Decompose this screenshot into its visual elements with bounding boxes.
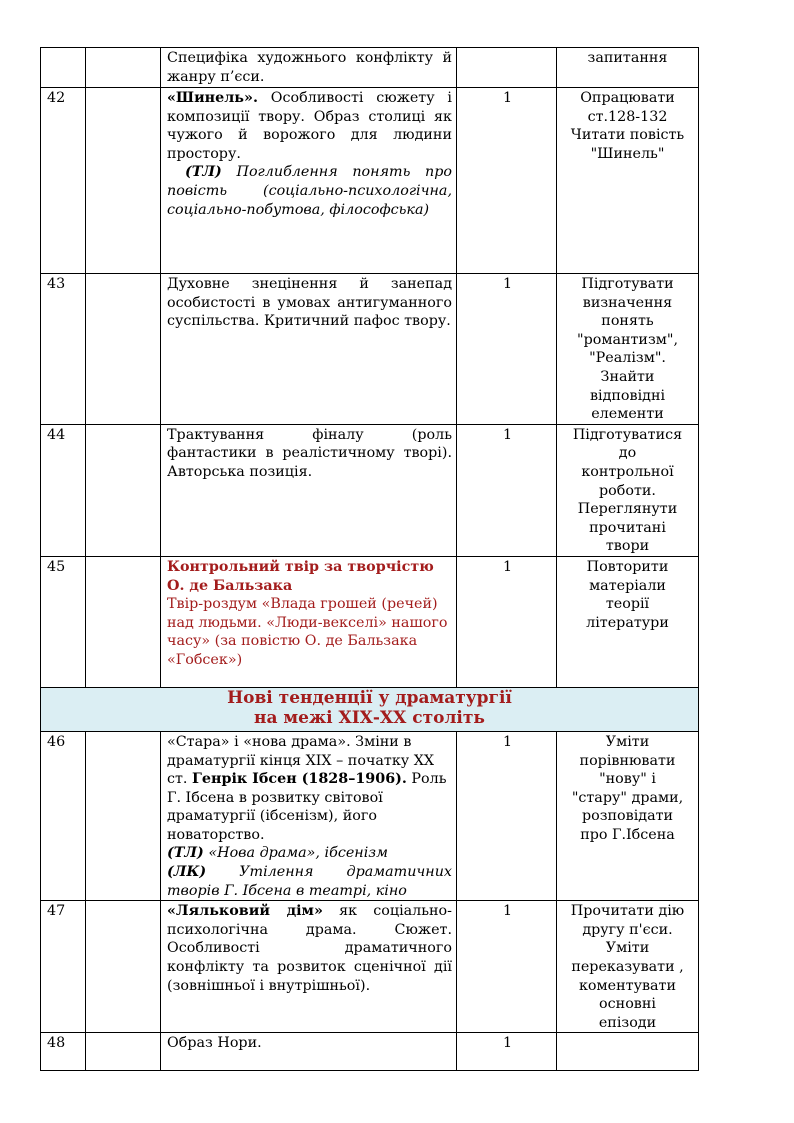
row-number: 43: [41, 274, 86, 425]
table-row: [41, 274, 699, 425]
topic-cell: «Ляльковий дім» як соціально-психологічна драма. Сюжет. Особливості драматичного конфлікту та розвиток сценічної дії (зовнішньої і внутрішньої).: [161, 901, 457, 1033]
hours-cell: 1: [457, 274, 557, 425]
date-cell: [86, 901, 161, 1033]
date-cell: [86, 731, 161, 900]
topic-cell: Контрольний твір за творчістю О. де Бальзака Твір-роздум «Влада грошей (речей) над людьми. «Люди-векселі» нашого часу» (за повістю О. де Бальзака «Гобсек»): [161, 556, 457, 687]
row-number: 45: [41, 556, 86, 687]
topic-cell: Духовне знецінення й занепад особистості в умовах антигуманного суспільства. Критичний пафос твору.: [161, 274, 457, 425]
date-cell: [86, 424, 161, 556]
table-row: [41, 901, 699, 1033]
section-header: Нові тенденції у драматургії на межі ХІХ-ХХ століть: [41, 687, 699, 731]
table-row: [41, 556, 699, 687]
topic-cell: «Стара» і «нова драма». Зміни в драматургії кінця ХІХ – початку ХХ ст. Генрік Ібсен (1828–1906). Роль Г. Ібсена в розвитку світової драматургії (ібсенізм), його новаторство. (ТЛ) «Нова драма», ібсенізм (ЛК) Утілення драматичних творів Г. Ібсена в театрі, кіно: [161, 731, 457, 900]
date-cell: [86, 274, 161, 425]
homework-cell: Повторити матеріали теорії літератури: [557, 556, 699, 687]
date-cell: [86, 88, 161, 274]
hours-cell: 1: [457, 901, 557, 1033]
row-number: 46: [41, 731, 86, 900]
homework-cell: Уміти порівнювати "нову" і "стару" драми, розповідати про Г.Ібсена: [557, 731, 699, 900]
table-row: [41, 424, 699, 556]
table-row: [41, 1033, 699, 1071]
homework-cell: [557, 1033, 699, 1071]
row-number: 42: [41, 88, 86, 274]
row-number: [41, 48, 86, 88]
row-number: 47: [41, 901, 86, 1033]
table-row: [41, 88, 699, 274]
table-row: [41, 48, 699, 88]
hours-cell: 1: [457, 88, 557, 274]
hours-cell: 1: [457, 731, 557, 900]
hours-cell: 1: [457, 1033, 557, 1071]
date-cell: [86, 1033, 161, 1071]
topic-cell: Трактування фіналу (роль фантастики в реалістичному творі). Авторська позиція.: [161, 424, 457, 556]
hours-cell: 1: [457, 424, 557, 556]
topic-cell: Образ Нори.: [161, 1033, 457, 1071]
homework-cell: Підготуватися до контрольної роботи. Переглянути прочитані твори: [557, 424, 699, 556]
date-cell: [86, 48, 161, 88]
section-header-row: [41, 687, 699, 731]
homework-cell: Прочитати дію другу п'єси. Уміти переказувати , коментувати основні епізоди: [557, 901, 699, 1033]
topic-cell: «Шинель». Особливості сюжету і композиції твору. Образ столиці як чужого й ворожого для людини простору. (ТЛ) Поглиблення понять про повість (соціально-психологічна, соціально-побутова, філософська): [161, 88, 457, 274]
hours-cell: [457, 48, 557, 88]
homework-cell: Підготувати визначення понять "романтизм", "Реалізм". Знайти відповідні елементи: [557, 274, 699, 425]
row-number: 48: [41, 1033, 86, 1071]
topic-cell: Специфіка художнього конфлікту й жанру п’єси.: [161, 48, 457, 88]
table-row: [41, 731, 699, 900]
homework-cell: Опрацювати ст.128-132 Читати повість "Шинель": [557, 88, 699, 274]
row-number: 44: [41, 424, 86, 556]
hours-cell: 1: [457, 556, 557, 687]
lesson-plan-table: [40, 47, 699, 1071]
date-cell: [86, 556, 161, 687]
homework-cell: запитання: [557, 48, 699, 88]
